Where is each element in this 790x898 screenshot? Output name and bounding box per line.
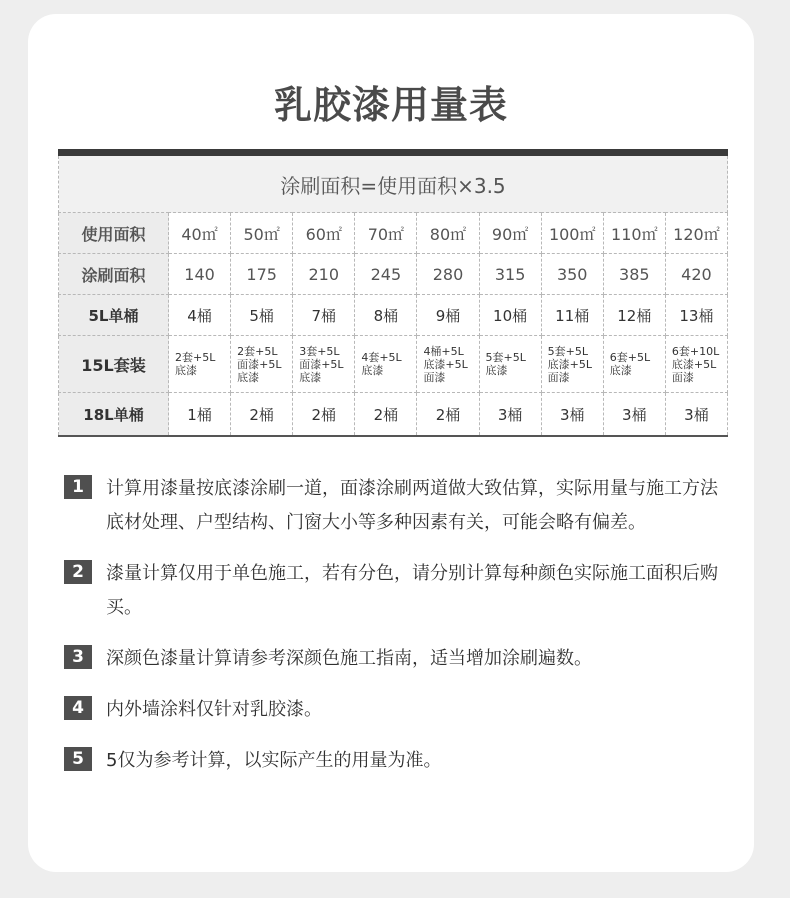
table-cell: 3套+5L 面漆+5L 底漆 (293, 336, 355, 393)
table-cell: 5套+5L 底漆+5L 面漆 (541, 336, 603, 393)
row-header: 使用面积 (59, 213, 169, 254)
content-card (28, 14, 754, 872)
table-cell: 90㎡ (479, 213, 541, 254)
formula-text: 涂刷面积=使用面积×3.5 (59, 156, 728, 213)
table-cell: 2套+5L 面漆+5L 底漆 (231, 336, 293, 393)
notes-list (64, 472, 724, 795)
table-cell: 420 (665, 254, 727, 295)
table-cell: 280 (417, 254, 479, 295)
table-cell: 50㎡ (231, 213, 293, 254)
table-cell: 245 (355, 254, 417, 295)
table-cell: 385 (603, 254, 665, 295)
note-text: 漆量计算仅用于单色施工，若有分色，请分别计算每种颜色实际施工面积后购买。 (106, 563, 718, 618)
table-cell: 350 (541, 254, 603, 295)
note-text: 计算用漆量按底漆涂刷一道，面漆涂刷两道做大致估算，实际用量与施工方法底材处理、户型结构、门窗大小等多种因素有关，可能会略有偏差。 (106, 478, 718, 533)
note-number-badge: 4 (64, 696, 92, 720)
page-title: 乳胶漆用量表 (273, 83, 508, 127)
note-item (64, 693, 724, 727)
table-cell: 40㎡ (169, 213, 231, 254)
table-cell: 210 (293, 254, 355, 295)
table-cell: 7桶 (293, 295, 355, 336)
table-cell: 3桶 (541, 393, 603, 437)
table-cell: 140 (169, 254, 231, 295)
table-cell: 60㎡ (293, 213, 355, 254)
table-row (59, 254, 728, 295)
table-cell: 2桶 (231, 393, 293, 437)
table-row (59, 393, 728, 437)
row-header: 18L单桶 (59, 393, 169, 437)
table-row (59, 336, 728, 393)
table-cell: 4桶 (169, 295, 231, 336)
table-cell: 9桶 (417, 295, 479, 336)
table-cell: 12桶 (603, 295, 665, 336)
table-cell: 315 (479, 254, 541, 295)
row-header: 涂刷面积 (59, 254, 169, 295)
table-cell: 2套+5L 底漆 (169, 336, 231, 393)
note-item (64, 557, 724, 625)
table-cell: 6套+10L 底漆+5L 面漆 (665, 336, 727, 393)
table-cell: 2桶 (293, 393, 355, 437)
usage-table-grid (58, 156, 728, 437)
table-cell: 10桶 (479, 295, 541, 336)
table-cell: 120㎡ (665, 213, 727, 254)
table-cell: 3桶 (479, 393, 541, 437)
note-number-badge: 1 (64, 475, 92, 499)
usage-table (58, 149, 728, 437)
table-row (59, 295, 728, 336)
table-row (59, 213, 728, 254)
table-cell: 8桶 (355, 295, 417, 336)
table-cell: 11桶 (541, 295, 603, 336)
table-cell: 6套+5L 底漆 (603, 336, 665, 393)
table-cell: 3桶 (665, 393, 727, 437)
table-cell: 13桶 (665, 295, 727, 336)
row-header: 15L套装 (59, 336, 169, 393)
note-number-badge: 2 (64, 560, 92, 584)
formula-row (59, 156, 728, 213)
table-cell: 80㎡ (417, 213, 479, 254)
table-cell: 2桶 (355, 393, 417, 437)
table-cell: 3桶 (603, 393, 665, 437)
note-item (64, 472, 724, 540)
note-text: 内外墙涂料仅针对乳胶漆。 (106, 699, 322, 720)
table-cell: 1桶 (169, 393, 231, 437)
table-cell: 5套+5L 底漆 (479, 336, 541, 393)
note-item (64, 744, 724, 778)
table-cell: 100㎡ (541, 213, 603, 254)
note-text: 深颜色漆量计算请参考深颜色施工指南，适当增加涂刷遍数。 (106, 648, 592, 669)
note-number-badge: 5 (64, 747, 92, 771)
note-item (64, 642, 724, 676)
note-number-badge: 3 (64, 645, 92, 669)
table-cell: 4套+5L 底漆 (355, 336, 417, 393)
table-cell: 110㎡ (603, 213, 665, 254)
table-cell: 4桶+5L 底漆+5L 面漆 (417, 336, 479, 393)
table-cell: 175 (231, 254, 293, 295)
note-text: 5仅为参考计算，以实际产生的用量为准。 (106, 750, 442, 771)
table-cell: 70㎡ (355, 213, 417, 254)
table-cell: 5桶 (231, 295, 293, 336)
row-header: 5L单桶 (59, 295, 169, 336)
table-cell: 2桶 (417, 393, 479, 437)
table-top-rule (58, 149, 728, 156)
